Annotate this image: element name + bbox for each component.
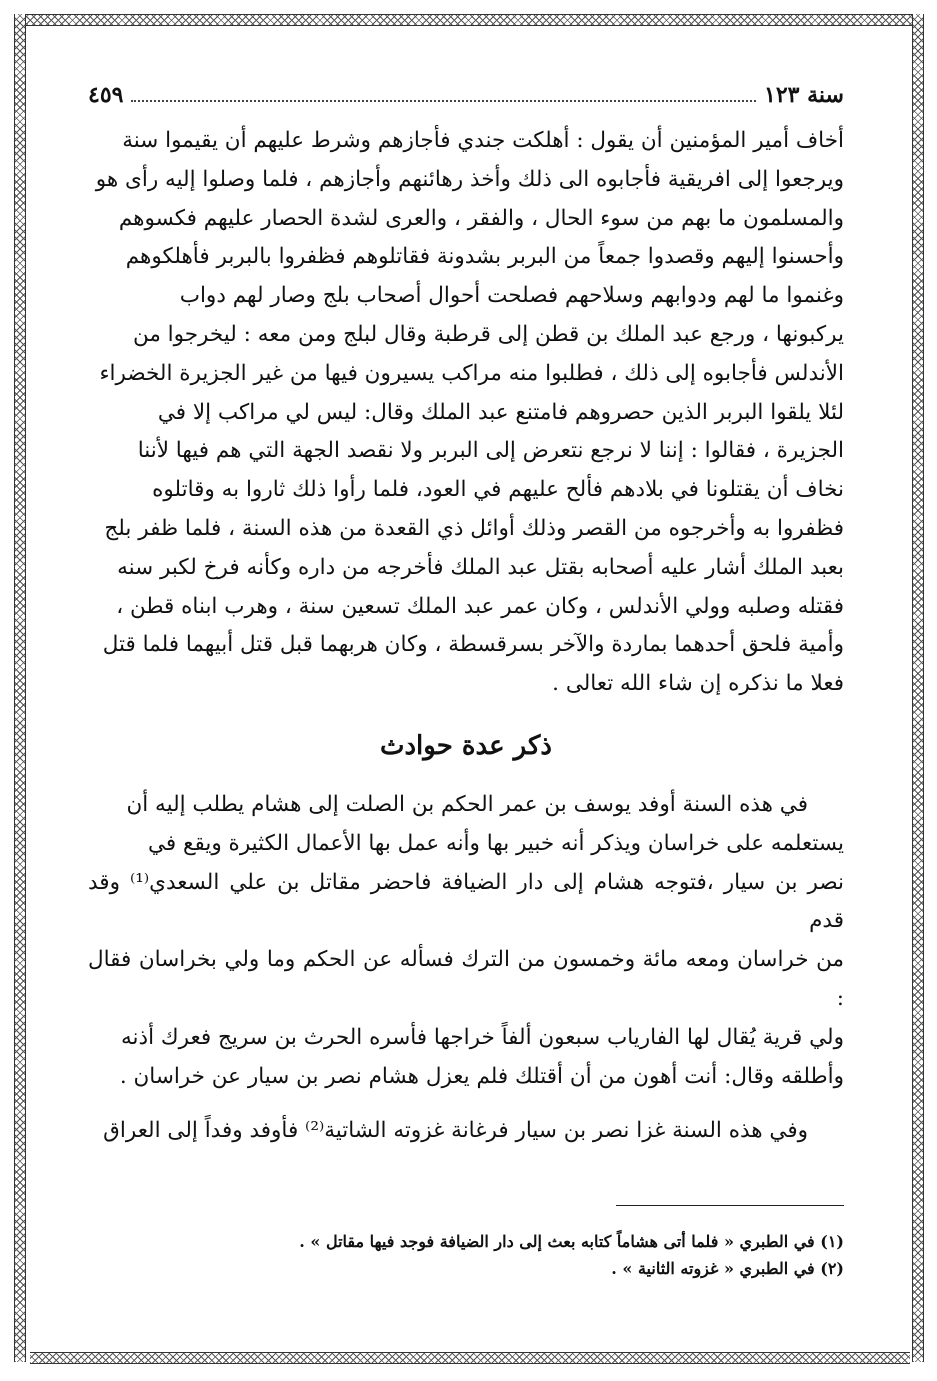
paragraph-3 [88, 1112, 844, 1151]
text-line: وأطلقه وقال: أنت أهون من أن أقتلك فلم يعزل هشام نصر بن سيار عن خراسان . [119, 1063, 844, 1089]
book-page [88, 82, 844, 1282]
footnote-separator [616, 1205, 844, 1206]
page-number: ٤٥٩ [88, 82, 124, 108]
decorative-border-right [912, 14, 924, 1362]
text-line: وفي هذه السنة غزا نصر بن سيار فرغانة غزوته الشاتية⁽²⁾ فأوفد وفداً إلى العراق [103, 1118, 808, 1144]
text-line: يستعلمه على خراسان ويذكر أنه خبير بها وأنه عمل بها الأعمال الكثيرة ويقع في [148, 830, 844, 856]
footnotes [88, 1228, 844, 1282]
text-line: بعبد الملك أشار عليه أصحابه بقتل عبد الملك فأخرجه من داره وكأنه فرخ لكبر سنه [117, 554, 844, 580]
text-line: نخاف أن يقتلونا في بلادهم فألح عليهم في العود، فلما رأوا ذلك ثاروا به وقاتلوه [152, 477, 844, 503]
text-line: ويرجعوا إلى افريقية فأجابوه الى ذلك وأخذ رهائنهم وأجازهم ، فلما وصلوا إليه رأى هو [95, 166, 844, 192]
footnote-2: (٢) في الطبري « غزوته الثانية » . [611, 1259, 844, 1279]
text-line: الأندلس فأجابوه إلى ذلك ، فطلبوا منه مراكب يسيرون فيها من غير الجزيرة الخضراء [99, 360, 844, 386]
decorative-border-top [20, 14, 917, 26]
text-line: في هذه السنة أوفد يوسف بن عمر الحكم بن الصلت إلى هشام يطلب إليه أن [126, 791, 808, 817]
text-line: وأمية فلحق أحدهما بماردة والآخر بسرقسطة ، وكان هربهما قبل قتل أبيهما فلما قتل [102, 632, 844, 658]
text-line: وغنموا ما لهم ودوابهم وسلاحهم فصلحت أحوال أصحاب بلج وصار لهم دواب [179, 283, 844, 309]
paragraph-gap [88, 1096, 844, 1112]
paragraph-2 [88, 786, 844, 1096]
paragraph-1 [88, 122, 844, 704]
text-line: لئلا يلقوا البربر الذين حصروهم فامتنع عبد الملك وقال: ليس لي مراكب إلا في [157, 399, 844, 425]
decorative-border-bottom [30, 1352, 910, 1364]
text-line: من خراسان ومعه مائة وخمسون من الترك فسأله عن الحكم وما ولي بخراسان فقال : [88, 947, 844, 1011]
decorative-border-left [14, 14, 26, 1362]
running-header [88, 82, 844, 122]
text-line: فقتله وصلبه وولي الأندلس ، وكان عمر عبد الملك تسعين سنة ، وهرب ابناه قطن ، [116, 593, 844, 619]
dotted-leader [131, 100, 756, 102]
text-line: وأحسنوا إليهم وقصدوا جمعاً من البربر بشدونة فقاتلوهم فظفروا بالبربر فأهلكوهم [125, 244, 844, 270]
text-line: فعلا ما نذكره إن شاء الله تعالى . [552, 671, 844, 697]
section-heading: ذكر عدة حوادث [380, 730, 552, 761]
text-line: والمسلمون ما بهم من سوء الحال ، والفقر ، والعرى لشدة الحصار عليهم فكسوهم [118, 205, 844, 231]
text-line: الجزيرة ، فقالوا : إننا لا نرجع نتعرض إلى البربر ولا نقصد الجهة التي هم فيها لأننا [137, 438, 844, 464]
text-line: أخاف أمير المؤمنين أن يقول : أهلكت جندي فأجازهم وشرط عليهم أن يقيموا سنة [122, 128, 844, 153]
text-line: يركبونها ، ورجع عبد الملك بن قطن إلى قرطبة وقال لبلج ومن معه : ليخرجوا من [132, 321, 844, 347]
text-line: نصر بن سيار ،فتوجه هشام إلى دار الضيافة فاحضر مقاتل بن علي السعدي⁽¹⁾ وقد قدم [88, 869, 844, 934]
running-header-year: سنة ١٢٣ [764, 82, 844, 108]
footnote-1: (١) في الطبري « فلما أتى هشاماً كتابه بعث إلى دار الضيافة فوجد فيها مقاتل » . [299, 1232, 844, 1252]
text-line: فظفروا به وأخرجوه من القصر وذلك أوائل ذي القعدة من هذه السنة ، فلما ظفر بلج [104, 515, 844, 541]
text-line: ولي قرية يُقال لها الفارياب سبعون ألفاً خراجها فأسره الحرث بن سريج فعرك أذنه [121, 1024, 844, 1050]
